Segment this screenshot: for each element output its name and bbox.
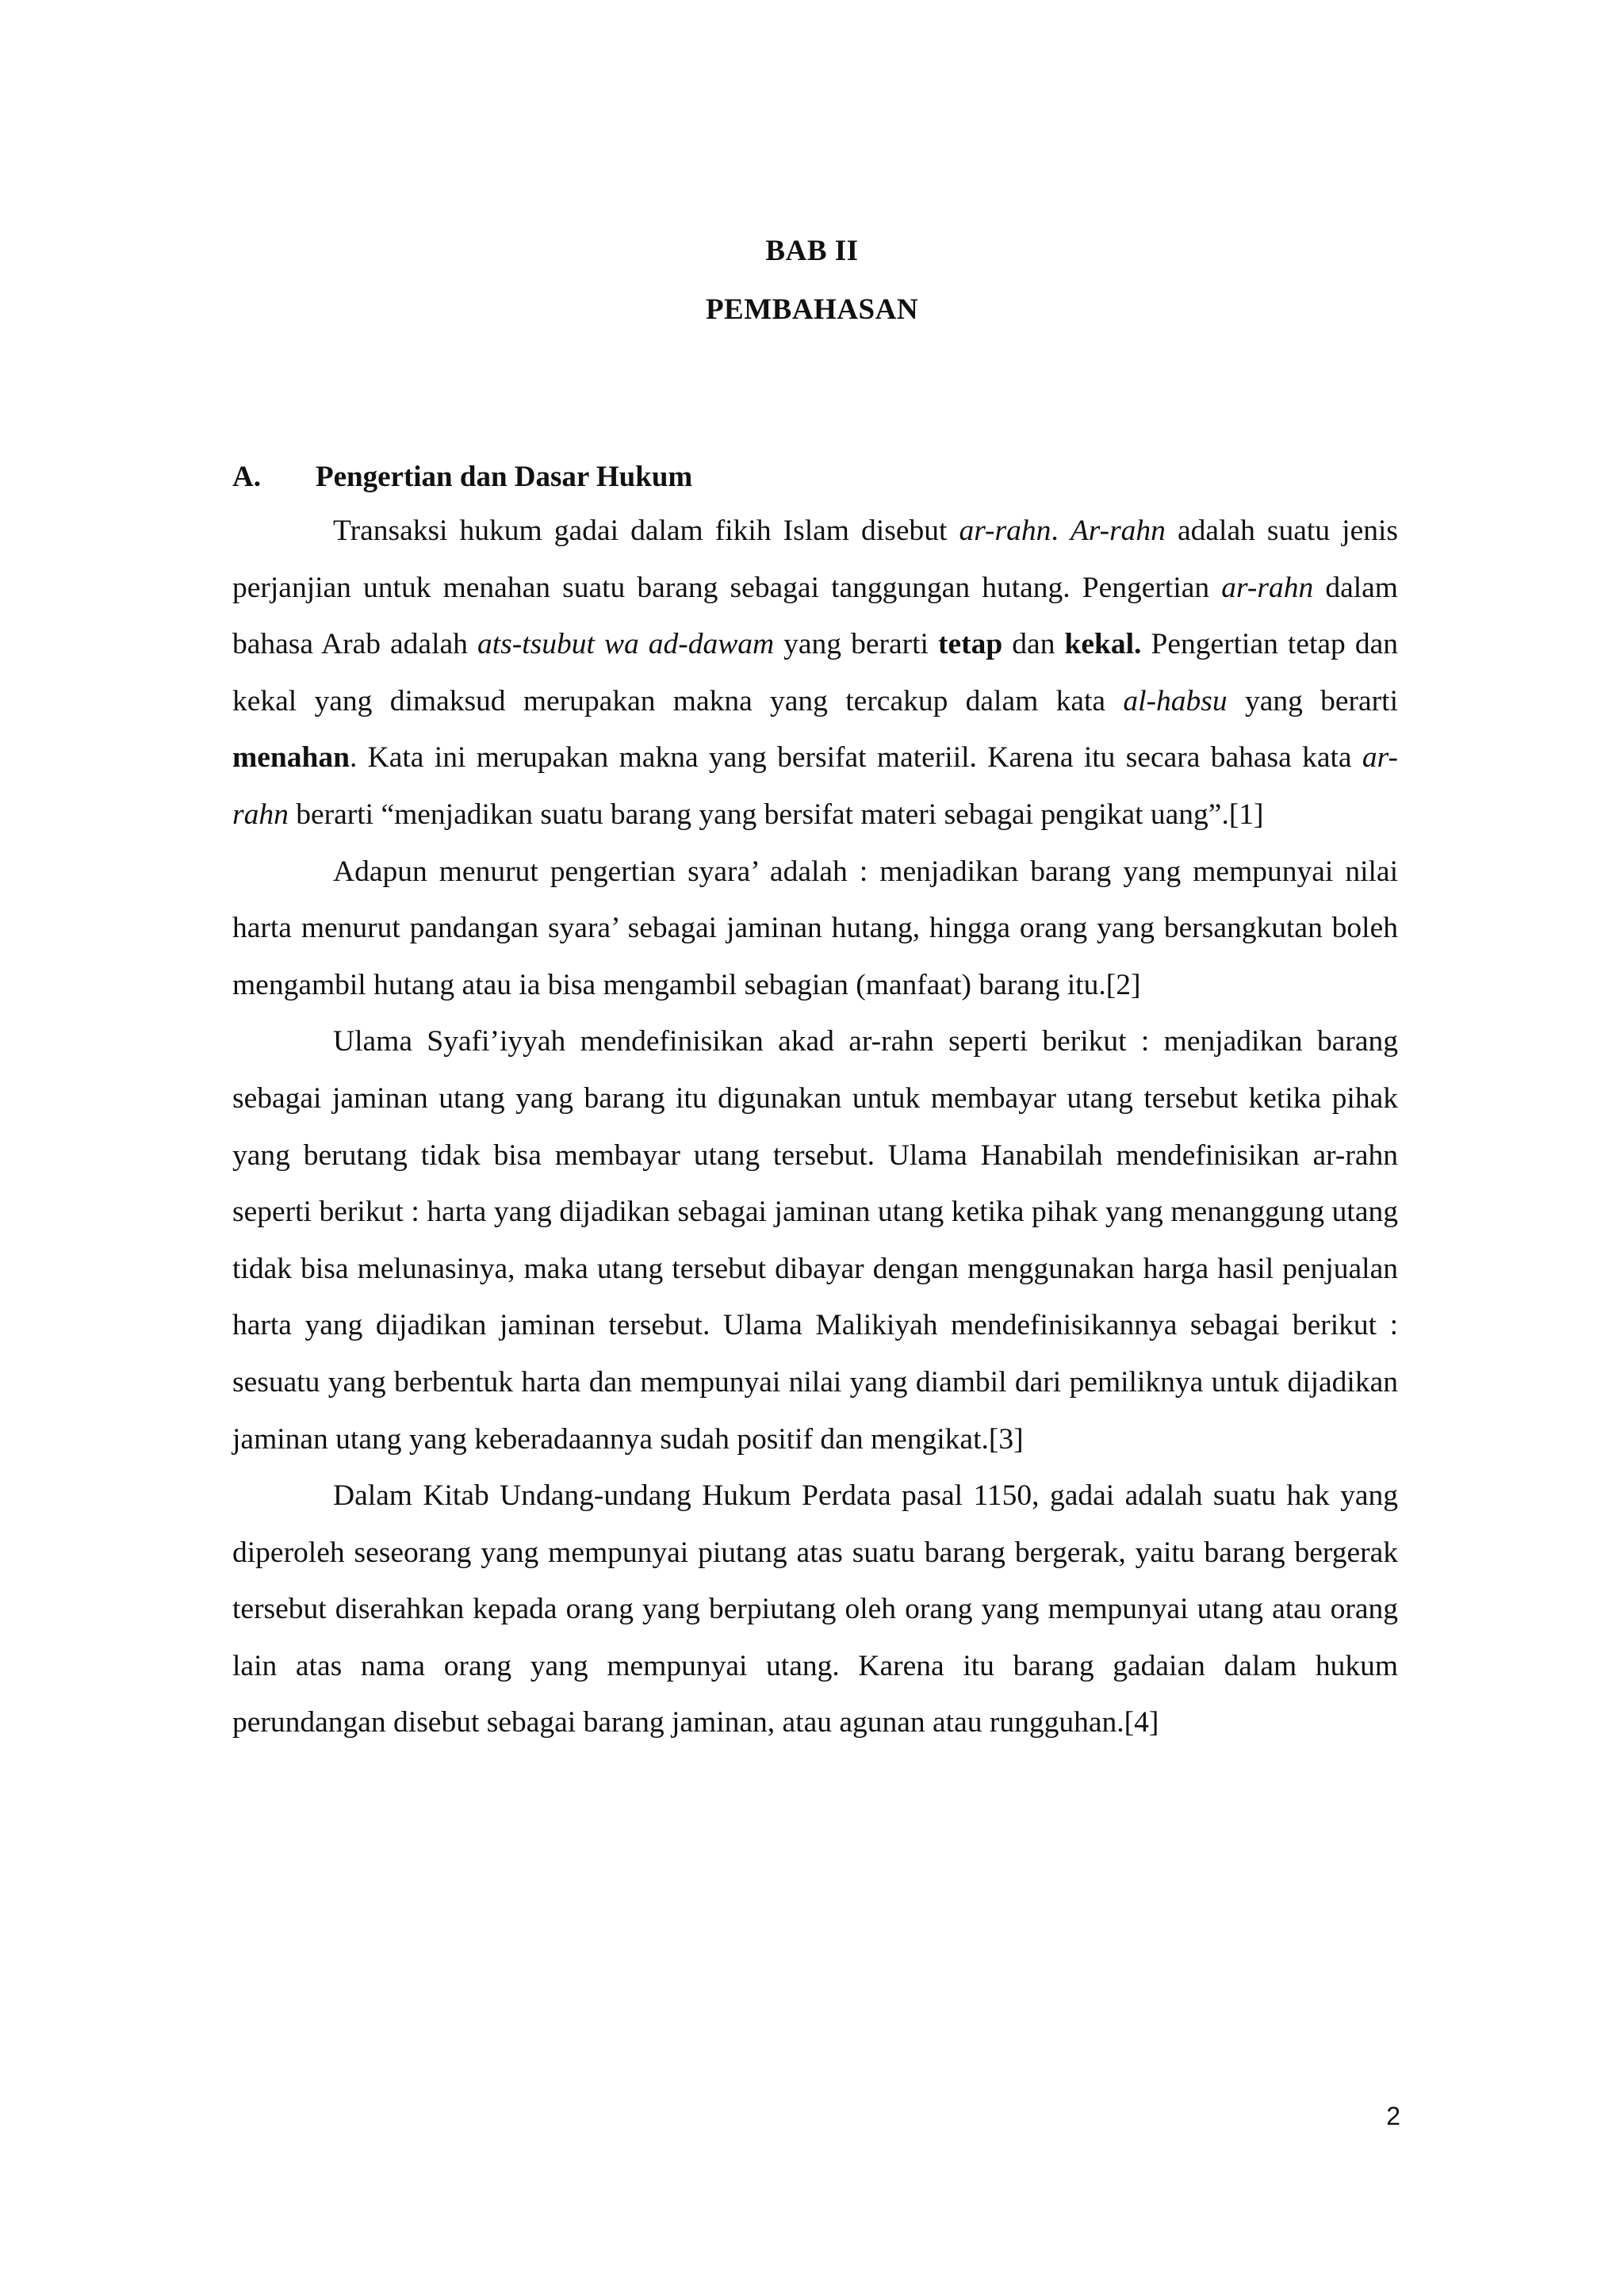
- body-text: [232, 503, 1398, 1751]
- italic-term: ar-rahn: [232, 741, 1398, 831]
- text-run: adalah suatu jenis perjanjian untuk menahan suatu barang sebagai tanggungan hutang. Pengertian: [232, 515, 1398, 604]
- italic-term: ats-tsubut wa ad-dawam: [477, 628, 775, 661]
- paragraph-4: Dalam Kitab Undang-undang Hukum Perdata pasal 1150, gadai adalah suatu hak yang diperoleh seseorang yang mempunyai piutang atas suatu barang bergerak, yaitu barang bergerak tersebut diserahkan kepada orang yang berpiutang oleh orang yang mempunyai utang atau orang lain atas nama orang yang mempunyai utang. Karena itu barang gadaian dalam hukum perundangan disebut sebagai barang jaminan, atau agunan atau rungguhan.[4]: [232, 1479, 1398, 1739]
- text-run: Pengertian tetap dan kekal yang dimaksud merupakan makna yang tercakup dalam kata: [232, 628, 1398, 718]
- section-number: A.: [232, 461, 261, 493]
- bold-term: tetap: [938, 628, 1003, 661]
- bold-term: kekal.: [1064, 628, 1142, 661]
- italic-term: Ar-rahn: [1070, 515, 1166, 547]
- italic-term: al-habsu: [1123, 684, 1228, 718]
- paragraph-3: Ulama Syafi’iyyah mendefinisikan akad ar-rahn seperti berikut : menjadikan barang sebagai jaminan utang yang barang itu digunakan untuk membayar utang tersebut ketika pihak yang berutang tidak bisa membayar utang tersebut. Ulama Hanabilah mendefinisikan ar-rahn seperti berikut : harta yang dijadikan sebagai jaminan utang ketika pihak yang menanggung utang tidak bisa melunasinya, maka utang tersebut dibayar dengan menggunakan harga hasil penjualan harta yang dijadikan jaminan tersebut. Ulama Malikiyah mendefinisikannya sebagai berikut : sesuatu yang berbentuk harta dan mempunyai nilai yang diambil dari pemiliknya untuk dijadikan jaminan utang yang keberadaannya sudah positif dan mengikat.[3]: [232, 1025, 1398, 1456]
- text-run: dalam bahasa Arab adalah: [232, 571, 1398, 661]
- paragraph-1: [232, 503, 1398, 844]
- paragraph-2: Adapun menurut pengertian syara’ adalah : menjadikan barang yang mempunyai nilai harta menurut pandangan syara’ sebagai jaminan hutang, hingga orang yang bersangkutan boleh mengambil hutang atau ia bisa mengambil sebagian (manfaat) barang itu.[2]: [232, 855, 1398, 1001]
- page-number: 2: [1386, 2102, 1400, 2130]
- chapter-title: PEMBAHASAN: [705, 293, 919, 326]
- italic-term: ar-rahn: [959, 515, 1051, 547]
- bold-term: menahan: [232, 741, 350, 775]
- section-heading: [232, 462, 692, 492]
- text-run: berarti “menjadikan suatu barang yang bersifat materi sebagai pengikat uang”.[1]: [288, 798, 1264, 831]
- chapter-number: BAB II: [765, 235, 859, 267]
- text-run: .: [1051, 515, 1071, 547]
- text-run: yang berarti: [1227, 684, 1398, 718]
- italic-term: ar-rahn: [1221, 571, 1314, 604]
- text-run: yang berarti: [774, 628, 939, 661]
- text-run: dan: [1002, 628, 1065, 661]
- text-run: . Kata ini merupakan makna yang bersifat materiil. Karena itu secara bahasa kata: [349, 741, 1362, 775]
- text-run: Transaksi hukum gadai dalam fikih Islam disebut: [333, 515, 959, 547]
- section-title: Pengertian dan Dasar Hukum: [316, 461, 693, 493]
